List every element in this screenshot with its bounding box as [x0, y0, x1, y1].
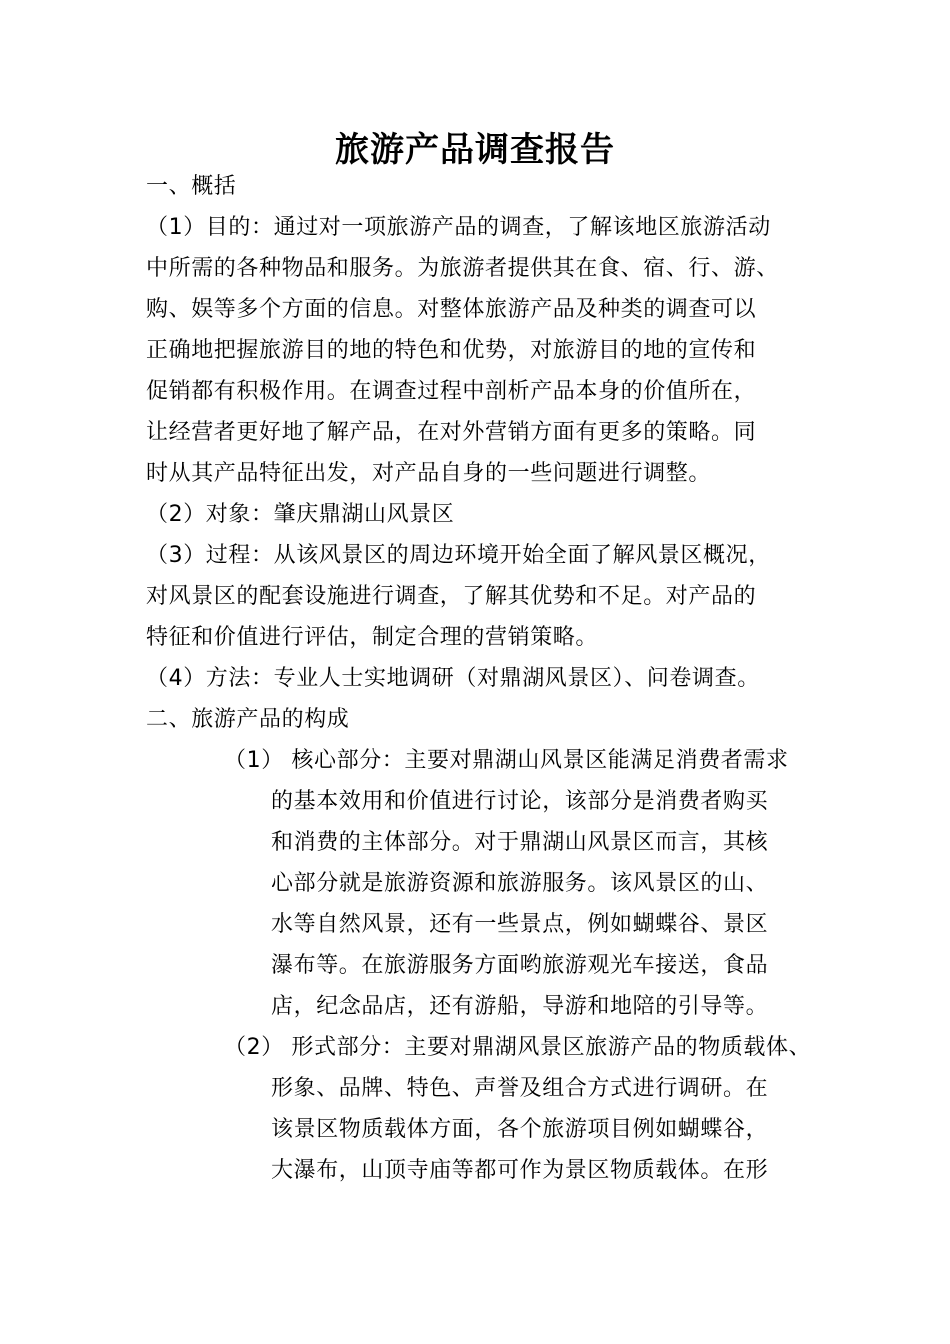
paragraph-line: 形象、品牌、特色、声誉及组合方式进行调研。在 — [271, 1076, 769, 1101]
document-title: 旅游产品调查报告 — [335, 130, 615, 170]
paragraph-line: 大瀑布，山顶寺庙等都可作为景区物质载体。在形 — [271, 1158, 769, 1183]
paragraph-line: 该景区物质载体方面，各个旅游项目例如蝴蝶谷， — [271, 1117, 769, 1142]
paragraph-line: 的基本效用和价值进行讨论，该部分是消费者购买 — [271, 789, 769, 814]
paragraph-line: （1）目的：通过对一项旅游产品的调查，了解该地区旅游活动 — [146, 215, 771, 240]
paragraph-line: （2）对象：肇庆鼎湖山风景区 — [146, 502, 455, 527]
paragraph-line: 让经营者更好地了解产品，在对外营销方面有更多的策略。同 — [146, 420, 757, 445]
paragraph-line: 心部分就是旅游资源和旅游服务。该风景区的山、 — [271, 871, 769, 896]
paragraph-line: （4）方法：专业人士实地调研（对鼎湖风景区）、问卷调查。 — [146, 666, 760, 691]
section-heading-composition: 二、旅游产品的构成 — [146, 707, 350, 732]
paragraph-line: 时从其产品特征出发，对产品自身的一些问题进行调整。 — [146, 461, 712, 486]
paragraph-line: 购、娱等多个方面的信息。对整体旅游产品及种类的调查可以 — [146, 297, 757, 322]
section-heading-overview: 一、概括 — [146, 174, 237, 199]
paragraph-line: （3）过程：从该风景区的周边环境开始全面了解风景区概况， — [146, 543, 771, 568]
list-item-form: （2） 形式部分：主要对鼎湖风景区旅游产品的物质载体、 — [224, 1035, 812, 1060]
paragraph-line: 水等自然风景，还有一些景点，例如蝴蝶谷、景区 — [271, 912, 769, 937]
paragraph-line: 店，纪念品店，还有游船，导游和地陪的引导等。 — [271, 994, 769, 1019]
paragraph-line: 中所需的各种物品和服务。为旅游者提供其在食、宿、行、游、 — [146, 256, 779, 281]
paragraph-line: 正确地把握旅游目的地的特色和优势，对旅游目的地的宣传和 — [146, 338, 757, 363]
list-item-core: （1） 核心部分：主要对鼎湖山风景区能满足消费者需求 — [224, 748, 789, 773]
paragraph-line: 对风景区的配套设施进行调查，了解其优势和不足。对产品的 — [146, 584, 757, 609]
paragraph-line: 瀑布等。在旅游服务方面哟旅游观光车接送，食品 — [271, 953, 769, 978]
paragraph-line: 促销都有积极作用。在调查过程中剖析产品本身的价值所在， — [146, 379, 757, 404]
paragraph-line: 特征和价值进行评估，制定合理的营销策略。 — [146, 625, 599, 650]
paragraph-line: 和消费的主体部分。对于鼎湖山风景区而言，其核 — [271, 830, 769, 855]
